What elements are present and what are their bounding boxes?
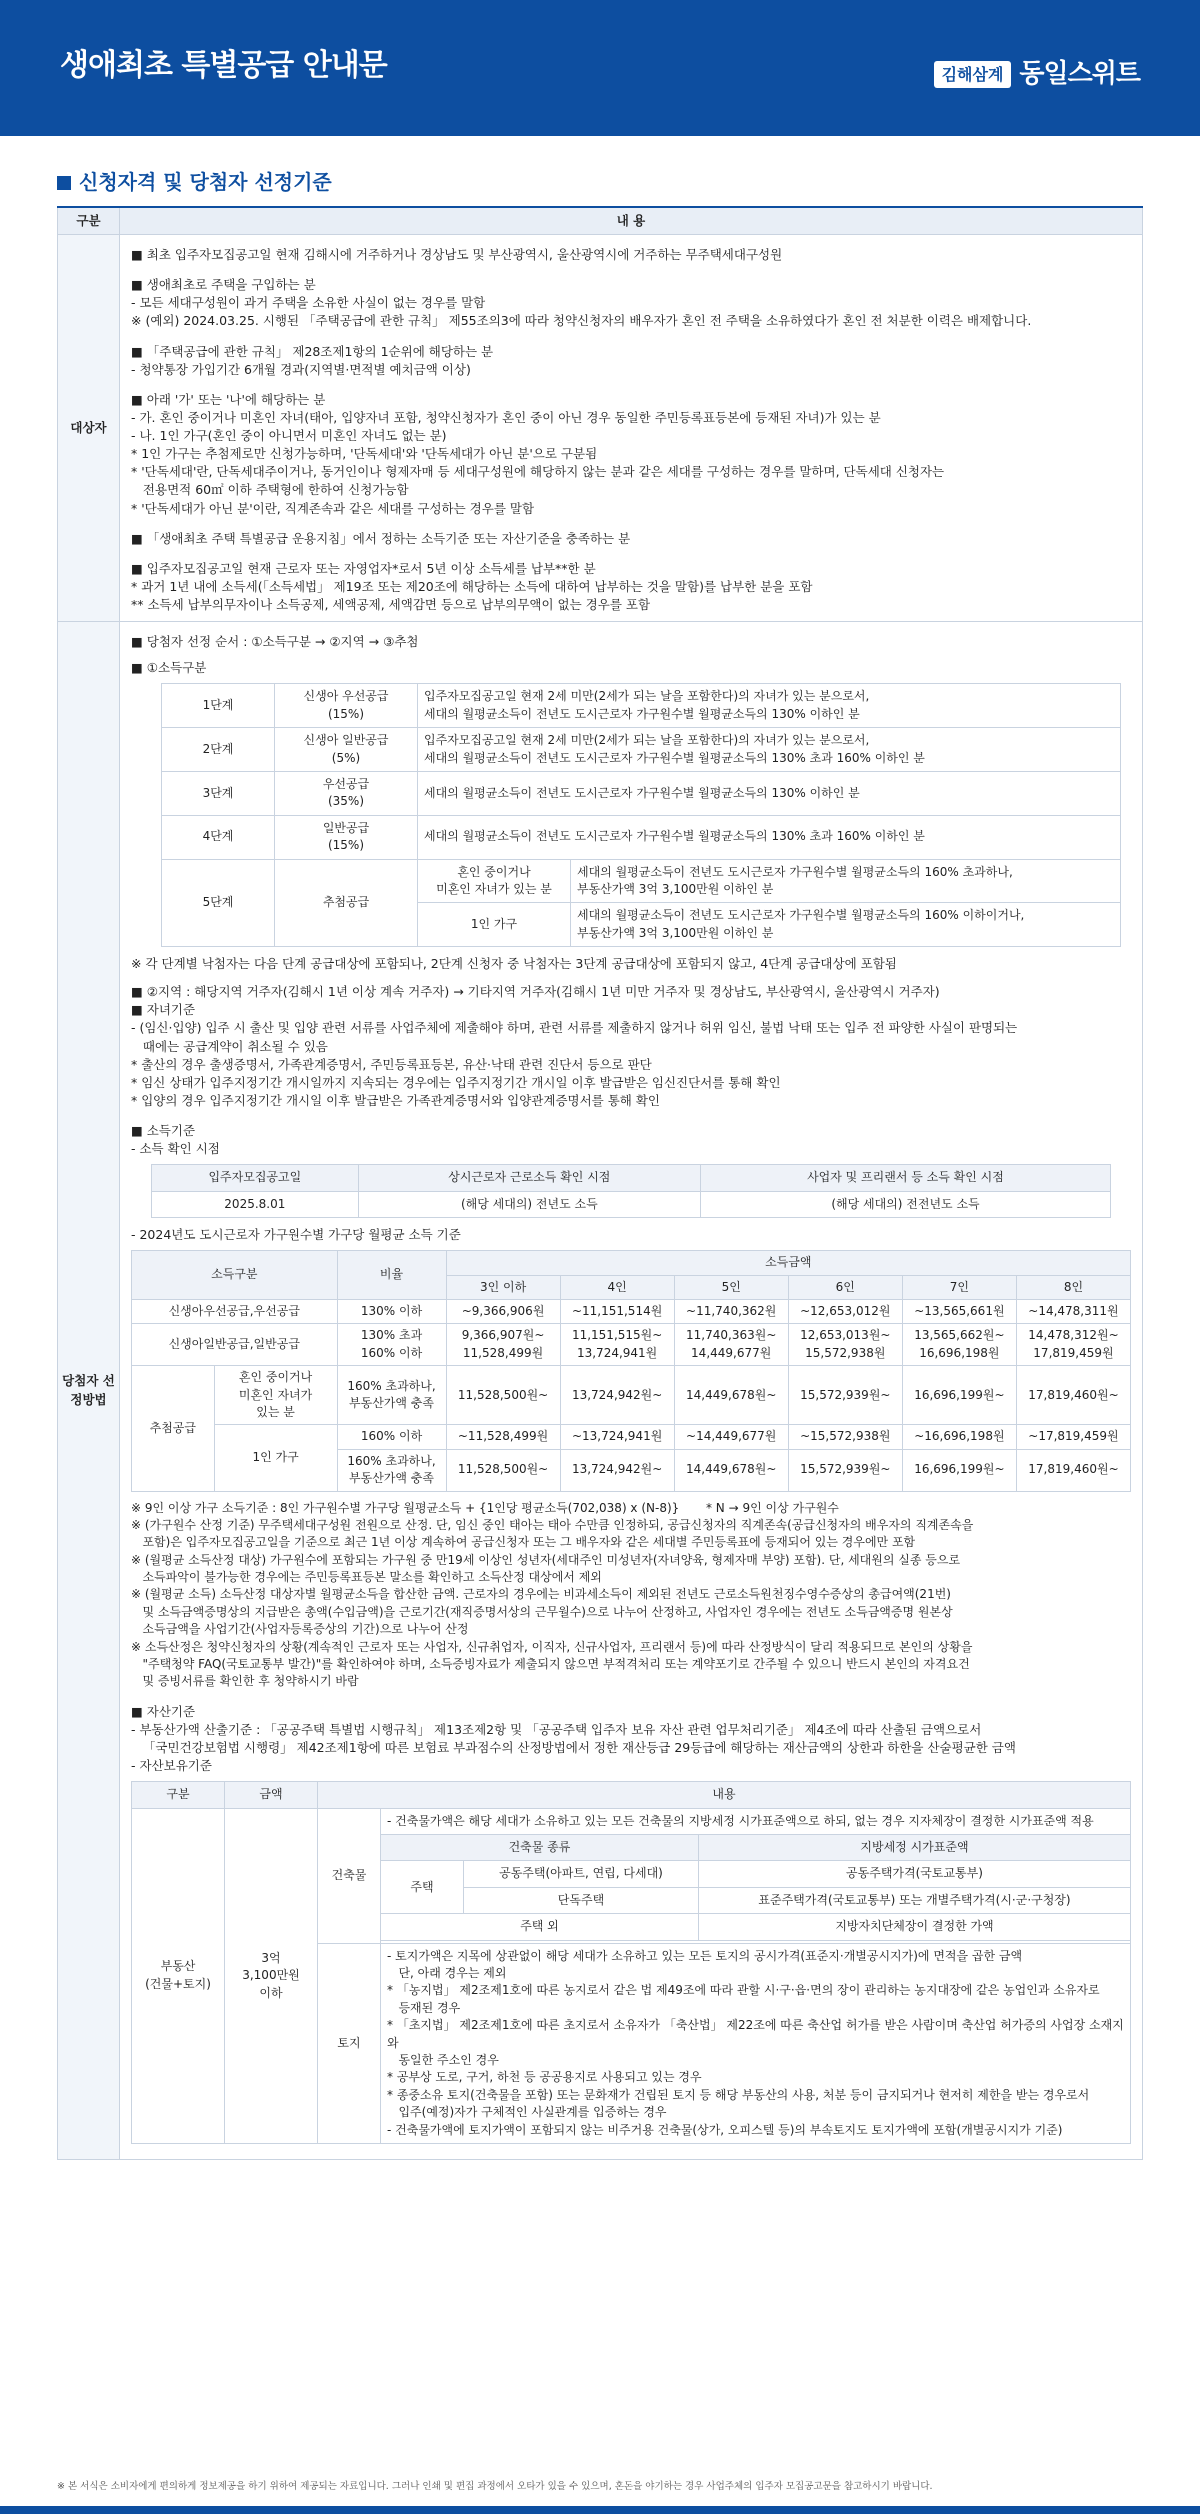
- asset-amount: 3억 3,100만원 이하: [225, 1808, 318, 2143]
- income-value: 15,572,939원~: [788, 1366, 902, 1425]
- income-value: ~15,572,938원: [788, 1425, 902, 1449]
- region-line: ■ 자녀기준: [131, 1002, 196, 1018]
- eligibility-content: [120, 235, 1143, 622]
- income-ratio: 130% 초과 160% 이하: [337, 1324, 446, 1366]
- eligibility-line: ※ (예외) 2024.03.25. 시행된 「주택공급에 관한 규칙」 제55조의3에 따라 청약신청자의 배우자가 혼인 전 주택을 소유하였다가 혼인 전 처분한 이력은 배제합니다.: [131, 313, 1032, 329]
- region-line: ■ ②지역 : 해당지역 거주자(김해시 1년 이상 계속 거주자) → 기타지역 거주자(김해시 1년 미만 거주자 및 경상남도, 부산광역시, 울산광역시 거주자): [131, 984, 940, 1000]
- income-value: ~11,528,499원: [446, 1425, 560, 1449]
- building-value: 표준주택가격(국토교통부) 또는 개별주택가격(시·군·구청장): [698, 1887, 1130, 1913]
- stage-note: ※ 각 단계별 낙첨자는 다음 단계 공급대상에 포함되나, 2단계 신청자 중 낙첨자는 3단계 공급대상에 포함되지 않고, 4단계 공급대상에 포함됨: [131, 956, 897, 972]
- asset-land-content: [381, 1943, 1131, 2143]
- asset-category: 부동산 (건물+토지): [132, 1808, 225, 2143]
- income-value: 11,528,500원~: [446, 1449, 560, 1491]
- land-line: * 「초지법」 제2조제1호에 따른 초지로서 소유자가 「축산법」 제22조에 따른 축산업 허가를 받은 사람이며 축산업 허가증의 사업장 소재지와: [387, 2018, 1124, 2050]
- income-ratio: 160% 초과하나, 부동산가액 충족: [337, 1449, 446, 1491]
- income-ratio: 130% 이하: [337, 1300, 446, 1324]
- asset-line: - 자산보유기준: [131, 1758, 212, 1774]
- stage-name: 4단계: [162, 815, 275, 859]
- income-value: 13,565,662원~ 16,696,198원: [902, 1324, 1016, 1366]
- asset-land-label: 토지: [318, 1943, 381, 2143]
- timing-header: 입주자모집공고일: [152, 1165, 359, 1191]
- income-value: ~11,740,362원: [674, 1300, 788, 1324]
- brand-tag: 김해삼계: [934, 61, 1012, 88]
- income-value: ~14,449,677원: [674, 1425, 788, 1449]
- stage-type: 신생아 우선공급 (15%): [275, 684, 418, 728]
- household-size-header: 6인: [788, 1275, 902, 1299]
- col-header-category: 구분: [58, 207, 120, 235]
- building-value: 지방자치단체장이 결정한 가액: [698, 1914, 1130, 1940]
- income-table-title: - 2024년도 도시근로자 가구원수별 가구당 월평균 소득 기준: [131, 1227, 461, 1243]
- selection-order: ■ 당첨자 선정 순서 : ①소득구분 → ②지역 → ③추첨: [131, 634, 419, 650]
- income-note-line: ※ (월평균 소득) 소득산정 대상자별 월평균소득을 합산한 금액. 근로자의 경우에는 비과세소득이 제외된 전년도 근로소득원천징수영수증상의 총급여액(21번): [131, 1587, 951, 1602]
- income-note-line: ※ (가구원수 산정 기준) 무주택세대구성원 전원으로 산정. 단, 임신 중인 태아는 태아 수만큼 인정하되, 공급신청자의 직계존속(공급신청자의 배우자의 직계존속을: [131, 1517, 974, 1532]
- stage-row: [162, 771, 1121, 815]
- income-row: [132, 1425, 1131, 1449]
- income-value: 11,151,515원~ 13,724,941원: [560, 1324, 674, 1366]
- income-basis-lines: [131, 1122, 1131, 1158]
- eligibility-line: ** 소득세 납부의무자이나 소득공제, 세액공제, 세액감면 등으로 납부의무액이 없는 경우를 포함: [131, 597, 651, 612]
- income-value: ~11,151,514원: [560, 1300, 674, 1324]
- income-value: 17,819,460원~: [1016, 1449, 1130, 1491]
- income-note-line: 포함)은 입주자모집공고일을 기준으로 최근 1년 이상 계속하여 공급신청자 또는 그 배우자와 같은 세대별 주민등록표에 등재되어 있는 경우에만 포함: [131, 1535, 916, 1550]
- land-line: - 건축물가액에 토지가액이 포함되지 않는 비주거용 건축물(상가, 오피스텔 등)의 부속토지도 토지가액에 포함(개별공시지가 기준): [387, 2122, 1063, 2137]
- eligibility-line: * 과거 1년 내에 소득세(「소득세법」 제19조 또는 제20조에 해당하는 소득에 대하여 납부하는 것을 말함)를 납부한 분을 포함: [131, 578, 813, 594]
- income-value: ~9,366,906원: [446, 1300, 560, 1324]
- eligibility-line: - 나. 1인 가구(혼인 중이 아니면서 미혼인 자녀도 없는 분): [131, 428, 447, 443]
- stage-name: 5단계: [162, 859, 275, 947]
- land-line: 단, 아래 경우는 제외: [387, 1966, 507, 1981]
- stage-type: 우선공급 (35%): [275, 771, 418, 815]
- eligibility-line: ■ 「주택공급에 관한 규칙」 제28조제1항의 1순위에 해당하는 분: [131, 343, 494, 359]
- land-line: * 종중소유 토지(건축물을 포함) 또는 문화재가 건립된 토지 등 해당 부동산의 사용, 처분 등이 금지되거나 현저히 제한을 받는 경우로서: [387, 2087, 1090, 2102]
- building-house: 주택: [381, 1861, 464, 1914]
- income-value: 9,366,907원~ 11,528,499원: [446, 1324, 560, 1366]
- income-value: 11,528,500원~: [446, 1366, 560, 1425]
- eligibility-lines: [121, 236, 1141, 620]
- income-value: ~17,819,459원: [1016, 1425, 1130, 1449]
- timing-header: 사업자 및 프리랜서 등 소득 확인 시점: [700, 1165, 1110, 1191]
- region-line: * 입양의 경우 입주지정기간 개시일 이후 발급받은 가족관계증명서와 입양관계증명서를 통해 확인: [131, 1092, 660, 1108]
- stage-type: 추첨공급: [275, 859, 418, 947]
- income-ratio: 160% 초과하나, 부동산가액 충족: [337, 1366, 446, 1425]
- income-value: 16,696,199원~: [902, 1449, 1016, 1491]
- brand-logo: [934, 56, 1140, 94]
- eligibility-line: - 청약통장 가입기간 6개월 경과(지역별·면적별 예치금액 이상): [131, 361, 471, 377]
- income-row: [132, 1366, 1131, 1425]
- land-line: * 「농지법」 제2조제1호에 따른 농지로서 같은 법 제49조에 따라 관할 시·구·읍·면의 장이 관리하는 농지대장에 같은 농업인과 소유자로: [387, 1983, 1100, 1998]
- income-value: 16,696,199원~: [902, 1366, 1016, 1425]
- household-size-header: 4인: [560, 1275, 674, 1299]
- income-note-line: 소득금액을 사업기간(사업자등록증상의 기간)으로 나누어 산정: [131, 1622, 469, 1637]
- building-value-header: 지방세정 시가표준액: [698, 1835, 1130, 1861]
- income-group: 신생아일반공급,일반공급: [132, 1324, 338, 1366]
- region-lines: [131, 983, 1131, 1110]
- income-value: 11,740,363원~ 14,449,677원: [674, 1324, 788, 1366]
- income-value: 13,724,942원~: [560, 1449, 674, 1491]
- income-value: 15,572,939원~: [788, 1449, 902, 1491]
- stage-row: [162, 684, 1121, 728]
- income-group: 추첨공급: [132, 1366, 215, 1491]
- land-line: 등재된 경우: [387, 2000, 461, 2015]
- asset-line: 「국민건강보험법 시행령」 제42조제1항에 따른 보험료 부과점수의 산정방법에서 정한 재산등급 29등급에 해당하는 재산금액의 상한과 하한을 산술평균한 금액: [131, 1740, 1016, 1756]
- region-line: 때에는 공급계약이 취소될 수 있음: [131, 1038, 328, 1054]
- income-note-line: "주택청약 FAQ(국토교통부 발간)"를 확인하여야 하며, 소득증빙자료가 제출되지 않으면 부적격처리 또는 계약포기로 간주될 수 있으니 반드시 본인의 자격요건: [131, 1657, 970, 1672]
- timing-cell: (해당 세대의) 전전년도 소득: [700, 1191, 1110, 1217]
- region-line: * 출산의 경우 출생증명서, 가족관계증명서, 주민등록표등본, 유산·낙태 관련 진단서 등으로 판단: [131, 1056, 652, 1072]
- income-row: [132, 1300, 1131, 1324]
- eligibility-line: [131, 518, 1131, 530]
- stage-name: 1단계: [162, 684, 275, 728]
- household-size-header: 8인: [1016, 1275, 1130, 1299]
- income-value: 13,724,942원~: [560, 1366, 674, 1425]
- eligibility-line: * 1인 가구는 추첨제로만 신청가능하며, '단독세대'와 '단독세대가 아닌 분'으로 구분됨: [131, 446, 598, 462]
- land-line: 동일한 주소인 경우: [387, 2053, 499, 2067]
- income-note-line: ※ 9인 이상 가구 소득기준 : 8인 가구원수별 가구당 월평균소득 + {1인당 평균소득(702,038) x (N-8)} * N → 9인 이상 가구원수: [131, 1500, 839, 1515]
- income-timing-table: [151, 1164, 1111, 1218]
- main-content: [57, 206, 1143, 2160]
- eligibility-table: [57, 206, 1143, 2160]
- eligibility-line: [131, 264, 1131, 276]
- stage-sub-type: 1인 가구: [418, 903, 571, 947]
- income-value: ~13,565,661원: [902, 1300, 1016, 1324]
- stage-name: 2단계: [162, 728, 275, 772]
- income-value: 14,449,678원~: [674, 1366, 788, 1425]
- stage-desc: 입주자모집공고일 현재 2세 미만(2세가 되는 날을 포함한다)의 자녀가 있는 분으로서, 세대의 월평균소득이 전년도 도시근로자 가구원수별 월평균소득의 130% 초과 160% 이하인 분: [418, 728, 1121, 772]
- region-line: * 임신 상태가 입주지정기간 개시일까지 지속되는 경우에는 입주지정기간 개시일 이후 발급받은 임신진단서를 통해 확인: [131, 1074, 781, 1090]
- income-amount-header: 소득금액: [446, 1251, 1130, 1275]
- eligibility-line: - 가. 혼인 중이거나 미혼인 자녀(태아, 입양자녀 포함, 청약신청자가 혼인 중이 아닌 경우 동일한 주민등록표등본에 등재된 자녀)가 있는 분: [131, 409, 881, 425]
- eligibility-line: ■ 입주자모집공고일 현재 근로자 또는 자영업자*로서 5년 이상 소득세를 납부**한 분: [131, 560, 596, 576]
- income-ratio-header: 비율: [337, 1251, 446, 1300]
- stage-desc: 세대의 월평균소득이 전년도 도시근로자 가구원수별 월평균소득의 130% 이하인 분: [418, 771, 1121, 815]
- income-note-line: 및 증빙서류를 확인한 후 청약하시기 바람: [131, 1674, 359, 1689]
- income-value: ~12,653,012원: [788, 1300, 902, 1324]
- income-notes: [131, 1500, 1131, 1691]
- building-value: 공동주택가격(국토교통부): [698, 1861, 1130, 1887]
- stage-type: 신생아 일반공급 (5%): [275, 728, 418, 772]
- income-row: [132, 1324, 1131, 1366]
- eligibility-line: [131, 548, 1131, 560]
- income-class-title: ■ ①소득구분: [131, 660, 207, 676]
- income-subgroup: 1인 가구: [214, 1425, 337, 1491]
- asset-amount-header: 금액: [225, 1782, 318, 1808]
- building-type-header: 건축물 종류: [381, 1835, 699, 1861]
- stage-table: [161, 683, 1121, 947]
- row-label-eligible: 대상자: [58, 235, 120, 622]
- stage-row: [162, 728, 1121, 772]
- asset-lines: [131, 1703, 1131, 1776]
- asset-cat-header: 구분: [132, 1782, 225, 1808]
- asset-building-label: 건축물: [318, 1808, 381, 1943]
- stage-row: [162, 815, 1121, 859]
- row-label-selection: 당첨자 선정방법: [58, 622, 120, 2160]
- asset-line: - 부동산가액 산출기준 : 「공공주택 특별법 시행규칙」 제13조제2항 및 「공공주택 입주자 보유 자산 관련 업무처리기준」 제4조에 따라 산출된 금액으로서: [131, 1721, 982, 1737]
- col-header-content: 내 용: [120, 207, 1143, 235]
- income-value: ~14,478,311원: [1016, 1300, 1130, 1324]
- selection-content: [120, 622, 1143, 2160]
- eligibility-line: - 모든 세대구성원이 과거 주택을 소유한 사실이 없는 경우를 말함: [131, 295, 486, 311]
- income-note-line: 소득파악이 불가능한 경우에는 주민등록표등본 말소를 확인하고 소득산정 대상에서 제외: [131, 1570, 602, 1585]
- eligibility-line: ■ 최초 입주자모집공고일 현재 김해시에 거주하거나 경상남도 및 부산광역시, 울산광역시에 거주하는 무주택세대구성원: [131, 247, 783, 262]
- asset-content-header: 내용: [318, 1782, 1131, 1808]
- section-title: [57, 168, 332, 197]
- eligibility-line: 전용면적 60㎡ 이하 주택형에 한하여 신청가능함: [131, 482, 409, 498]
- eligibility-line: [131, 379, 1131, 391]
- eligibility-line: [131, 331, 1131, 343]
- income-note-line: 및 소득금액증명상의 지급받은 총액(수입금액)을 근로기간(재직증명서상의 근무월수)으로 나누어 산정하고, 사업자인 경우에는 전년도 소득금액증명 원본상: [131, 1604, 953, 1619]
- income-value: ~16,696,198원: [902, 1425, 1016, 1449]
- eligibility-line: ■ 「생애최초 주택 특별공급 운용지침」에서 정하는 소득기준 또는 자산기준을 충족하는 분: [131, 530, 631, 546]
- income-value: 14,478,312원~ 17,819,459원: [1016, 1324, 1130, 1366]
- section-title-text: 신청자격 및 당첨자 선정기준: [79, 170, 332, 194]
- brand-name: 동일스위트: [1019, 59, 1140, 89]
- eligibility-line: * '단독세대가 아닌 분'이란, 직계존속과 같은 세대를 구성하는 경우를 말함: [131, 500, 535, 516]
- bottom-bar: [0, 2506, 1200, 2514]
- timing-header: 상시근로자 근로소득 확인 시점: [358, 1165, 700, 1191]
- income-value: 14,449,678원~: [674, 1449, 788, 1491]
- stage-row-5a: [162, 859, 1121, 903]
- income-value: 12,653,013원~ 15,572,938원: [788, 1324, 902, 1366]
- income-group: 신생아우선공급,우선공급: [132, 1300, 338, 1324]
- stage-name: 3단계: [162, 771, 275, 815]
- land-line: - 토지가액은 지목에 상관없이 해당 세대가 소유하고 있는 모든 토지의 공시가격(표준지·개별공시지가)에 면적을 곱한 금액: [387, 1948, 1023, 1963]
- timing-cell: 2025.8.01: [152, 1191, 359, 1217]
- stage-type: 일반공급 (15%): [275, 815, 418, 859]
- footer-disclaimer: ※ 본 서식은 소비자에게 편의하게 정보제공을 하기 위하여 제공되는 자료입니다. 그러나 인쇄 및 편집 과정에서 오타가 있을 수 있으며, 혼돈을 야기하는 경우 사업주체의 입주자 모집공고문을 참고하시기 바랍니다.: [57, 2481, 933, 2492]
- stage-desc: 세대의 월평균소득이 전년도 도시근로자 가구원수별 월평균소득의 160% 초과하나, 부동산가액 3억 3,100만원 이하인 분: [571, 859, 1121, 903]
- page-title: 생애최초 특별공급 안내문: [60, 48, 387, 83]
- land-line: * 공부상 도로, 구거, 하천 등 공공용지로 사용되고 있는 경우: [387, 2070, 702, 2085]
- asset-building-intro: - 건축물가액은 해당 세대가 소유하고 있는 모든 건축물의 지방세정 시가표준액으로 하되, 없는 경우 지자체장이 결정한 시가표준액 적용: [381, 1808, 1131, 1834]
- stage-desc: 입주자모집공고일 현재 2세 미만(2세가 되는 날을 포함한다)의 자녀가 있는 분으로서, 세대의 월평균소득이 전년도 도시근로자 가구원수별 월평균소득의 130% 이하인 분: [418, 684, 1121, 728]
- household-size-header: 7인: [902, 1275, 1016, 1299]
- stage-desc: 세대의 월평균소득이 전년도 도시근로자 가구원수별 월평균소득의 130% 초과 160% 이하인 분: [418, 815, 1121, 859]
- household-size-header: 3인 이하: [446, 1275, 560, 1299]
- income-value: 17,819,460원~: [1016, 1366, 1130, 1425]
- building-type: 공동주택(아파트, 연립, 다세대): [464, 1861, 699, 1887]
- asset-line: ■ 자산기준: [131, 1703, 196, 1719]
- income-standard-table: [131, 1250, 1131, 1491]
- building-type: 단독주택: [464, 1887, 699, 1913]
- income-value: ~13,724,941원: [560, 1425, 674, 1449]
- household-size-header: 5인: [674, 1275, 788, 1299]
- income-note-line: ※ (월평균 소득산정 대상) 가구원수에 포함되는 가구원 중 만19세 이상인 성년자(세대주인 미성년자(자녀양육, 형제자매 부양) 포함). 단, 세대원의 실종 등으로: [131, 1552, 961, 1567]
- income-basis-line: - 소득 확인 시점: [131, 1141, 220, 1157]
- timing-cell: (해당 세대의) 전년도 소득: [358, 1191, 700, 1217]
- page-header: [0, 0, 1200, 136]
- stage-sub-type: 혼인 중이거나 미혼인 자녀가 있는 분: [418, 859, 571, 903]
- income-group-header: 소득구분: [132, 1251, 338, 1300]
- asset-table: [131, 1781, 1131, 2144]
- region-line: - (임신·입양) 입주 시 출산 및 입양 관련 서류를 사업주체에 제출해야 하며, 관련 서류를 제출하지 않거나 허위 임신, 불법 낙태 또는 입주 전 파양한 사실이 판명되는: [131, 1020, 1018, 1036]
- building-type: 주택 외: [381, 1914, 699, 1940]
- income-note-line: ※ 소득산정은 청약신청자의 상황(계속적인 근로자 또는 사업자, 신규취업자, 이직자, 신규사업자, 프리랜서 등)에 따라 산정방식이 달리 적용되므로 본인의 상황을: [131, 1639, 973, 1654]
- eligibility-line: * '단독세대'란, 단독세대주이거나, 동거인이나 형제자매 등 세대구성원에 해당하지 않는 분과 같은 세대를 구성하는 경우를 말하며, 단독세대 신청자는: [131, 464, 945, 480]
- income-basis-line: ■ 소득기준: [131, 1123, 196, 1139]
- income-subgroup: 혼인 중이거나 미혼인 자녀가 있는 분: [214, 1366, 337, 1425]
- square-bullet-icon: [57, 176, 71, 190]
- land-line: 입주(예정)자가 구체적인 사실관계를 입증하는 경우: [387, 2105, 667, 2120]
- income-ratio: 160% 이하: [337, 1425, 446, 1449]
- eligibility-line: ■ 생애최초로 주택을 구입하는 분: [131, 277, 316, 293]
- stage-desc: 세대의 월평균소득이 전년도 도시근로자 가구원수별 월평균소득의 160% 이하이거나, 부동산가액 3억 3,100만원 이하인 분: [571, 903, 1121, 947]
- eligibility-line: ■ 아래 '가' 또는 '나'에 해당하는 분: [131, 391, 326, 407]
